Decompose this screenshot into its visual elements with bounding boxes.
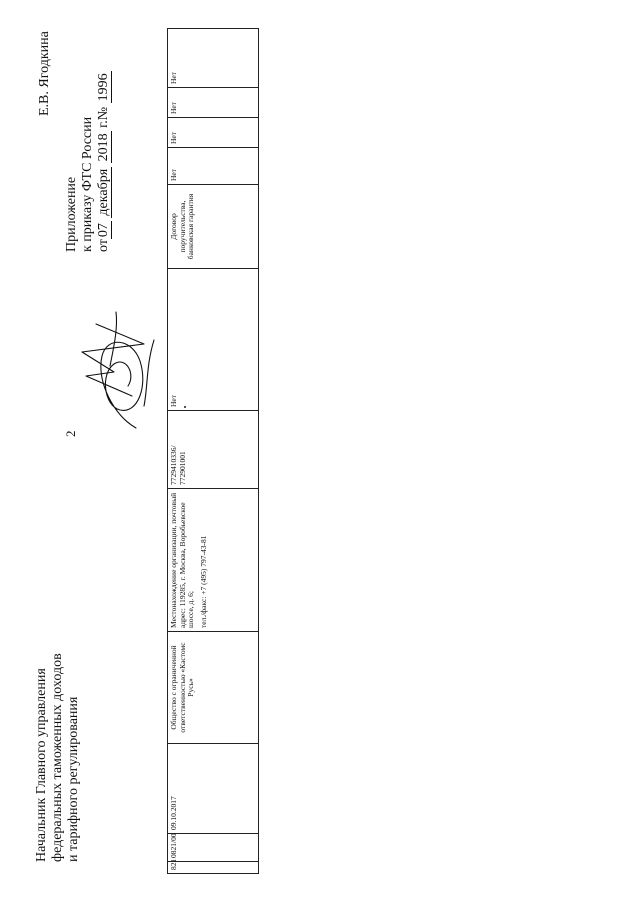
cell-security: Договор поручительства, банковская гарантия (168, 185, 259, 269)
cell-code: 0821/00 (168, 834, 259, 862)
cell-flag-4: Нет (168, 29, 259, 88)
signatory-title-line-3: и тарифного регулирования (66, 696, 81, 862)
cell-flag-3: Нет (168, 88, 259, 118)
signatory-title-line-2: федеральных таможенных доходов (50, 653, 65, 862)
annex-date-prefix: от (96, 239, 111, 252)
page-number: 2 (63, 430, 78, 437)
table-row (168, 29, 259, 874)
cell-flag-1: Нет (168, 148, 259, 185)
annex-title: Приложение (64, 176, 79, 252)
cell-date: 09.10.2017 (168, 744, 259, 834)
phone-text: тел./факс: +7 (495) 797-43-81 (198, 535, 208, 628)
registry-table (167, 28, 259, 874)
annex-number-prefix: г.№ (96, 106, 111, 128)
cell-notes: Нет (168, 269, 259, 411)
scan-dot (184, 406, 186, 408)
annex-date-day: 07 (96, 223, 111, 238)
annex-header (64, 32, 112, 252)
signatory-title-line-1: Начальник Главного управления (34, 668, 49, 862)
handwritten-signature (74, 306, 169, 436)
signatory-title (34, 602, 82, 862)
annex-number: 1996 (96, 73, 111, 102)
cell-address (168, 489, 259, 632)
annex-order-ref: к приказу ФТС России (80, 116, 95, 252)
annex-date-year: 2018 (96, 133, 111, 162)
cell-organization: Общество с ограниченной ответственностью «Кастомс Русь» (168, 632, 259, 744)
cell-inn-kpp: 7729410336/ 772901001 (168, 411, 259, 489)
cell-flag-2: Нет (168, 118, 259, 148)
address-text: Местонахождение организации, почтовый адрес: 119285, г. Москва, Воробьевское шоссе, д. 6; (169, 492, 195, 628)
rotated-document (4, 6, 259, 876)
annex-date-line (96, 32, 112, 252)
annex-date-month: декабря (96, 168, 111, 216)
cell-index: 821 (168, 862, 259, 874)
signer-name: Е.В. Ягодкина (37, 31, 52, 116)
